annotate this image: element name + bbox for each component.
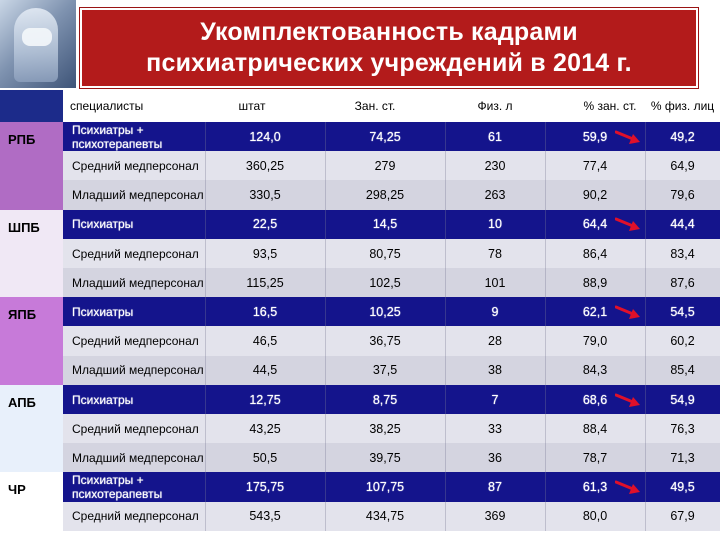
group-cell xyxy=(0,472,63,530)
cell-pfiz: 54,5 xyxy=(645,297,720,327)
column-divider xyxy=(645,180,646,210)
column-divider xyxy=(445,151,446,181)
cell-spec: Младший медперсонал xyxy=(72,363,204,378)
table-row xyxy=(63,326,720,356)
cell-shtat: 22,5 xyxy=(252,217,278,232)
column-divider xyxy=(545,268,546,298)
cell-pzan: 78,7 xyxy=(582,450,608,465)
group-label: ЯПБ xyxy=(8,307,37,323)
cell-shtat: 50,5 xyxy=(252,450,278,465)
cell-pzan: 88,9 xyxy=(582,275,608,290)
column-divider xyxy=(545,326,546,356)
column-divider xyxy=(545,502,546,532)
cell-spec: Психиатры xyxy=(72,304,134,319)
column-divider xyxy=(205,356,206,386)
header-persons: Физ. л xyxy=(477,99,513,113)
column-divider xyxy=(325,122,326,152)
column-divider xyxy=(205,151,206,181)
column-divider xyxy=(445,385,446,415)
column-divider xyxy=(445,502,446,532)
cell-pfiz: 64,9 xyxy=(670,158,695,173)
column-divider xyxy=(545,210,546,240)
cell-zan: 36,75 xyxy=(369,334,401,349)
column-divider xyxy=(445,356,446,386)
cell-pzan: 59,9 xyxy=(582,129,608,144)
cell-pfiz: 71,3 xyxy=(670,450,695,465)
cell-pfiz: 44,4 xyxy=(645,210,720,240)
column-divider xyxy=(325,472,326,502)
cell-pzan: 86,4 xyxy=(582,246,608,261)
cell-zan: 434,75 xyxy=(365,509,405,524)
cell-pzan: 64,4 xyxy=(582,217,608,232)
column-divider xyxy=(325,268,326,298)
cell-spec: Средний медперсонал xyxy=(72,158,199,173)
column-divider xyxy=(325,210,326,240)
column-divider xyxy=(545,122,546,152)
cell-pfiz: 85,4 xyxy=(670,363,695,378)
cell-shtat: 175,75 xyxy=(245,480,285,495)
column-divider xyxy=(445,472,446,502)
column-divider xyxy=(645,472,646,502)
cell-pzan: 68,6 xyxy=(582,392,608,407)
doctor-mask xyxy=(22,28,52,46)
table-row xyxy=(63,472,720,502)
column-divider xyxy=(545,472,546,502)
cell-shtat: 543,5 xyxy=(249,509,281,524)
group-cell xyxy=(0,122,63,210)
column-divider xyxy=(205,326,206,356)
column-divider xyxy=(445,122,446,152)
cell-zan: 37,5 xyxy=(372,363,398,378)
cell-spec: Психиатры xyxy=(72,217,134,232)
cell-fiz: 87 xyxy=(488,480,502,495)
column-divider xyxy=(545,297,546,327)
column-divider xyxy=(325,180,326,210)
group-cell xyxy=(0,385,63,473)
column-divider xyxy=(645,210,646,240)
header-pct-occupied: % зан. ст. xyxy=(583,99,637,113)
cell-zan: 74,25 xyxy=(369,129,401,144)
column-divider xyxy=(325,326,326,356)
column-divider xyxy=(645,385,646,415)
column-divider xyxy=(445,210,446,240)
group-cell xyxy=(0,210,63,298)
cell-spec: Психиатры + психотерапевты xyxy=(72,122,163,151)
column-divider xyxy=(205,122,206,152)
column-divider xyxy=(645,356,646,386)
cell-fiz: 9 xyxy=(491,304,499,319)
decrease-arrow-icon xyxy=(615,129,641,145)
column-divider xyxy=(205,180,206,210)
cell-fiz: 38 xyxy=(488,363,502,378)
cell-spec: Психиатры xyxy=(72,392,134,407)
column-divider xyxy=(645,151,646,181)
cell-pzan: 84,3 xyxy=(582,363,608,378)
table-row xyxy=(63,239,720,269)
table-row xyxy=(63,356,720,386)
cell-spec: Младший медперсонал xyxy=(72,275,204,290)
group-cell xyxy=(0,297,63,385)
cell-fiz: 36 xyxy=(488,450,502,465)
decrease-arrow-icon xyxy=(615,392,641,408)
table-row xyxy=(63,210,720,240)
column-divider xyxy=(445,297,446,327)
slide-header xyxy=(0,0,720,90)
table-row xyxy=(63,414,720,444)
column-divider xyxy=(205,239,206,269)
cell-zan: 8,75 xyxy=(372,392,398,407)
column-divider xyxy=(325,385,326,415)
group-label: ШПБ xyxy=(8,219,40,235)
cell-pfiz: 49,5 xyxy=(645,472,720,502)
decrease-arrow-icon xyxy=(615,479,641,495)
table-row xyxy=(63,297,720,327)
column-divider xyxy=(205,414,206,444)
table-row xyxy=(63,385,720,415)
cell-pfiz: 83,4 xyxy=(670,246,695,261)
column-divider xyxy=(325,502,326,532)
column-divider xyxy=(645,414,646,444)
cell-shtat: 115,25 xyxy=(246,275,284,290)
group-label: АПБ xyxy=(8,394,36,410)
cell-pzan: 88,4 xyxy=(582,421,608,436)
cell-pzan: 77,4 xyxy=(582,158,608,173)
column-divider xyxy=(445,443,446,473)
cell-fiz: 61 xyxy=(488,129,502,144)
cell-fiz: 7 xyxy=(491,392,499,407)
cell-zan: 279 xyxy=(374,158,396,173)
cell-pzan: 79,0 xyxy=(582,334,608,349)
cell-fiz: 230 xyxy=(484,158,506,173)
cell-pfiz: 54,9 xyxy=(645,385,720,415)
column-divider xyxy=(445,326,446,356)
cell-spec: Психиатры + психотерапевты xyxy=(72,473,163,502)
table-row xyxy=(63,122,720,152)
cell-zan: 10,25 xyxy=(369,304,401,319)
cell-shtat: 330,5 xyxy=(249,188,281,203)
cell-spec: Средний медперсонал xyxy=(72,421,199,436)
cell-zan: 102,5 xyxy=(369,275,401,290)
header-occupied: Зан. ст. xyxy=(354,99,396,113)
group-label: РПБ xyxy=(8,132,36,147)
cell-pzan: 80,0 xyxy=(582,509,608,524)
column-divider xyxy=(545,414,546,444)
cell-spec: Средний медперсонал xyxy=(72,509,199,524)
column-divider xyxy=(645,268,646,298)
cell-pfiz: 87,6 xyxy=(670,275,695,290)
title-line-1: Укомплектованность кадрами xyxy=(200,18,578,46)
cell-fiz: 28 xyxy=(488,334,502,349)
column-divider xyxy=(205,502,206,532)
column-divider xyxy=(325,356,326,386)
column-divider xyxy=(205,385,206,415)
column-divider xyxy=(445,414,446,444)
column-divider xyxy=(545,443,546,473)
doctor-photo xyxy=(0,0,76,88)
column-divider xyxy=(645,502,646,532)
column-divider xyxy=(325,297,326,327)
column-divider xyxy=(445,268,446,298)
group-label: ЧР xyxy=(8,482,26,498)
cell-pfiz: 60,2 xyxy=(670,334,695,349)
title-line-2: психиатрических учреждений в 2014 г. xyxy=(146,49,632,77)
cell-shtat: 93,5 xyxy=(252,246,278,261)
cell-spec: Младший медперсонал xyxy=(72,188,204,203)
decrease-arrow-icon xyxy=(615,216,641,232)
cell-spec: Младший медперсонал xyxy=(72,450,204,465)
column-divider xyxy=(445,180,446,210)
cell-pfiz: 49,2 xyxy=(645,122,720,152)
column-divider xyxy=(205,268,206,298)
cell-fiz: 263 xyxy=(484,188,506,203)
cell-fiz: 369 xyxy=(484,509,506,524)
header-specialists: специалисты xyxy=(70,99,144,113)
cell-shtat: 12,75 xyxy=(249,392,281,407)
table-header-row xyxy=(0,90,720,122)
cell-pfiz: 67,9 xyxy=(670,509,695,524)
column-divider xyxy=(645,326,646,356)
column-divider xyxy=(545,151,546,181)
column-divider xyxy=(205,472,206,502)
cell-shtat: 43,25 xyxy=(249,421,281,436)
cell-zan: 14,5 xyxy=(372,217,398,232)
column-divider xyxy=(645,443,646,473)
title-banner xyxy=(80,8,698,88)
cell-fiz: 33 xyxy=(488,421,502,436)
table-row xyxy=(63,268,720,298)
cell-zan: 38,25 xyxy=(369,421,401,436)
column-divider xyxy=(545,356,546,386)
cell-pfiz: 79,6 xyxy=(670,188,695,203)
cell-pzan: 62,1 xyxy=(582,304,608,319)
cell-pzan: 61,3 xyxy=(582,480,608,495)
column-divider xyxy=(205,443,206,473)
column-divider xyxy=(325,151,326,181)
cell-zan: 80,75 xyxy=(369,246,401,261)
column-divider xyxy=(205,297,206,327)
column-divider xyxy=(545,385,546,415)
cell-zan: 39,75 xyxy=(369,450,401,465)
table-row xyxy=(63,180,720,210)
cell-pzan: 90,2 xyxy=(582,188,608,203)
cell-shtat: 360,25 xyxy=(245,158,285,173)
cell-pfiz: 76,3 xyxy=(670,421,695,436)
table-row xyxy=(63,443,720,473)
column-divider xyxy=(205,210,206,240)
cell-spec: Средний медперсонал xyxy=(72,334,199,349)
cell-fiz: 101 xyxy=(484,275,506,290)
cell-shtat: 124,0 xyxy=(249,129,281,144)
header-pct-persons: % физ. лиц xyxy=(650,99,715,113)
column-divider xyxy=(545,239,546,269)
cell-shtat: 44,5 xyxy=(252,363,278,378)
column-divider xyxy=(325,414,326,444)
cell-spec: Средний медперсонал xyxy=(72,246,199,261)
cell-zan: 298,25 xyxy=(365,188,405,203)
cell-shtat: 16,5 xyxy=(252,304,278,319)
cell-zan: 107,75 xyxy=(365,480,405,495)
column-divider xyxy=(645,122,646,152)
column-divider xyxy=(325,239,326,269)
cell-fiz: 10 xyxy=(488,217,502,232)
column-divider xyxy=(545,180,546,210)
cell-shtat: 46,5 xyxy=(252,334,278,349)
column-divider xyxy=(645,239,646,269)
table-row xyxy=(63,502,720,532)
cell-fiz: 78 xyxy=(488,246,502,261)
column-divider xyxy=(325,443,326,473)
header-staff: штат xyxy=(238,99,266,113)
decrease-arrow-icon xyxy=(615,304,641,320)
header-corner-cell xyxy=(0,90,63,122)
column-divider xyxy=(445,239,446,269)
column-divider xyxy=(645,297,646,327)
table-row xyxy=(63,151,720,181)
